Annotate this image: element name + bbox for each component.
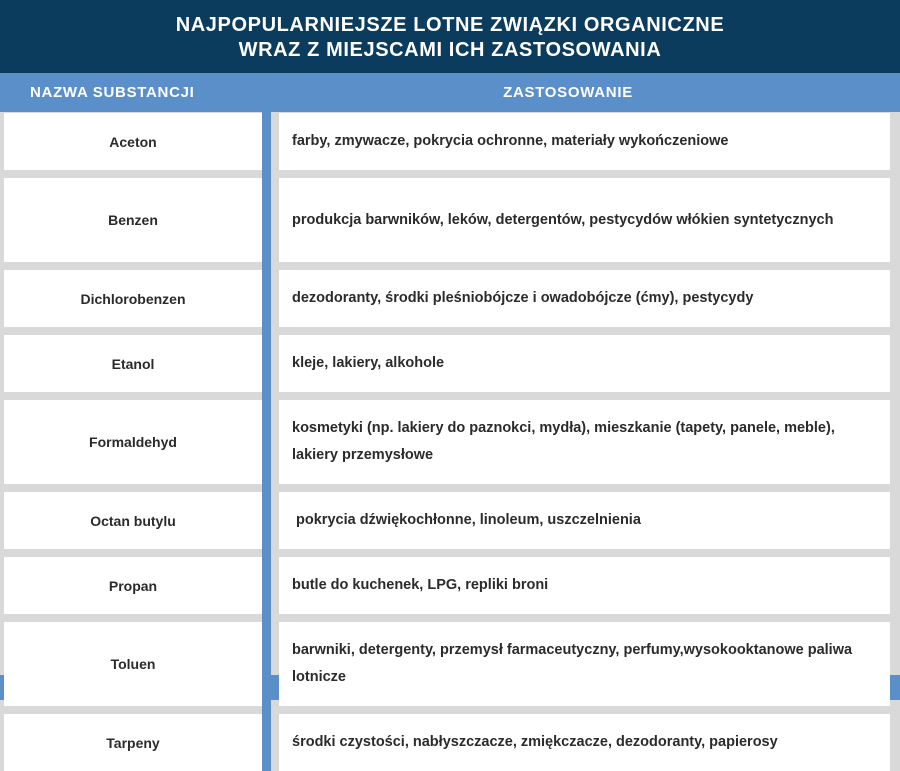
title-band xyxy=(0,0,900,73)
cell-substance-name: Dichlorobenzen xyxy=(4,270,262,327)
column-divider xyxy=(262,112,271,771)
cell-substance-use: farby, zmywacze, pokrycia ochronne, materiały wykończeniowe xyxy=(279,113,890,170)
table-row xyxy=(0,400,900,484)
cell-substance-name: Octan butylu xyxy=(4,492,262,549)
title-line-2: WRAZ Z MIEJSCAMI ICH ZASTOSOWANIA xyxy=(238,38,662,61)
cell-substance-use: dezodoranty, środki pleśniobójcze i owadobójcze (ćmy), pestycydy xyxy=(279,270,890,327)
table-row xyxy=(0,714,900,771)
cell-substance-name: Etanol xyxy=(4,335,262,392)
table-row xyxy=(0,270,900,327)
table-row xyxy=(0,557,900,614)
cell-substance-use: kleje, lakiery, alkohole xyxy=(279,335,890,392)
cell-substance-name: Aceton xyxy=(4,113,262,170)
cell-substance-use: pokrycia dźwiękochłonne, linoleum, uszczelnienia xyxy=(279,492,890,549)
cell-substance-use: butle do kuchenek, LPG, repliki broni xyxy=(279,557,890,614)
column-header-name: NAZWA SUBSTANCJI xyxy=(30,84,195,101)
title-line-1: NAJPOPULARNIEJSZE LOTNE ZWIĄZKI ORGANICZNE xyxy=(175,13,725,36)
column-header-band xyxy=(0,73,900,112)
column-header-use: ZASTOSOWANIE xyxy=(503,84,633,101)
table-row xyxy=(0,622,900,706)
cell-substance-name: Formaldehyd xyxy=(4,400,262,484)
table-row xyxy=(0,492,900,549)
cell-substance-name: Tarpeny xyxy=(4,714,262,771)
cell-substance-name: Propan xyxy=(4,557,262,614)
cell-substance-use: produkcja barwników, leków, detergentów, pestycydów włókien syntetycznych xyxy=(279,178,890,262)
cell-substance-use: kosmetyki (np. lakiery do paznokci, mydła), mieszkanie (tapety, panele, meble), lakiery przemysłowe xyxy=(279,400,890,484)
cell-substance-use: środki czystości, nabłyszczacze, zmiękczacze, dezodoranty, papierosy xyxy=(279,714,890,771)
table-row xyxy=(0,113,900,170)
cell-substance-name: Toluen xyxy=(4,622,262,706)
cell-substance-use: barwniki, detergenty, przemysł farmaceutyczny, perfumy,wysokooktanowe paliwa lotnicze xyxy=(279,622,890,706)
table-body xyxy=(0,112,900,771)
cell-substance-name: Benzen xyxy=(4,178,262,262)
table-row xyxy=(0,335,900,392)
table-row xyxy=(0,178,900,262)
